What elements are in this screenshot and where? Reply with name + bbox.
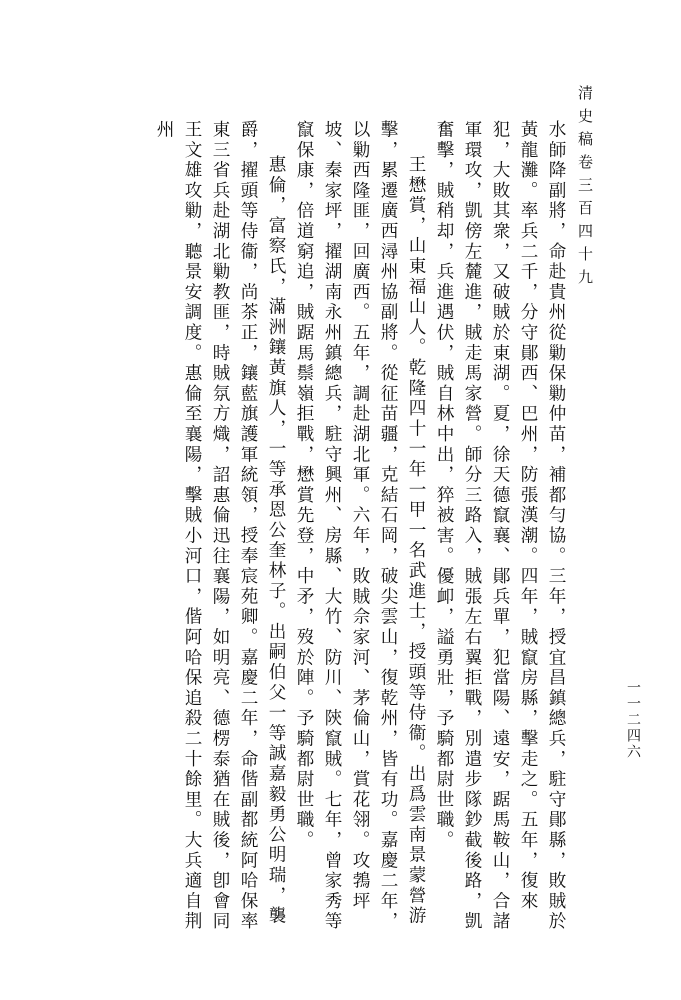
paragraph-2: 王懋賞，山東福山人。乾隆四十一年一甲一名武進士，授頭等侍衞。出爲雲南景蒙營游擊，累遷廣西潯州協副將。從征苗疆，克結石岡，破尖雲山，復乾州，皆有功。嘉慶二年，以勦西隆匪，回廣西。五年，調赴湖北軍。六年，敗賊佘家河、茅倫山，賞花翎。攻鵓坪坡、秦家坪，擢湖南永州鎮總兵，駐守興州、房縣、大竹、防川、陝竄賊。七年，曾家秀等竄保康，倍道窮追，賊踞馬鬃嶺拒戰，懋賞先登，中矛，歿於陣。予騎都尉世職。 [294,120,426,932]
paragraph-3: 惠倫，富察氏，滿洲鑲黃旗人，一等承恩公奎林子。出嗣伯父一等誠嘉毅勇公明瑞，襲爵，擢頭等侍衞，尚茶正，鑲藍旗護軍統領，授奉宸苑卿。嘉慶二年，命偕副都統阿哈保率東三省兵赴湖北勦教匪，時賊氛方熾，詔惠倫迅往襄陽，如明亮、德楞泰猶在賊後，卽會同王文雄攻勦，聽景安調度。惠倫至襄陽，擊賊小河口，偕阿哈保追殺二十餘里。大兵適自荆州 [154,120,286,932]
document-body [60,120,570,940]
page-header: 清史稿卷三百四十九 [576,85,594,292]
page-number: 一一二四六 [625,680,641,760]
paragraph-1: 水師降副將，命赴貴州從勦保勦仲苗，補都勻協。三年，授宜昌鎮總兵，駐守鄖縣，敗賊於黃龍灘。率兵二千，分守鄖西、巴州，防張漢潮。四年，賊竄房縣，擊走之。五年，復來犯，大敗其衆，又破賊於東湖。夏，徐天德竄襄、鄖兵單，犯當陽、遠安，踞馬鞍山，合諸軍環攻，凱傍左麓進，賊走馬家營。師分三路入，賊張左右翼拒戰，別遣步隊鈔截後路，凱奮擊，賊稍却，兵進遇伏，賊自林中出，猝被害。優卹，謚勇壯，予騎都尉世職。 [434,120,566,932]
